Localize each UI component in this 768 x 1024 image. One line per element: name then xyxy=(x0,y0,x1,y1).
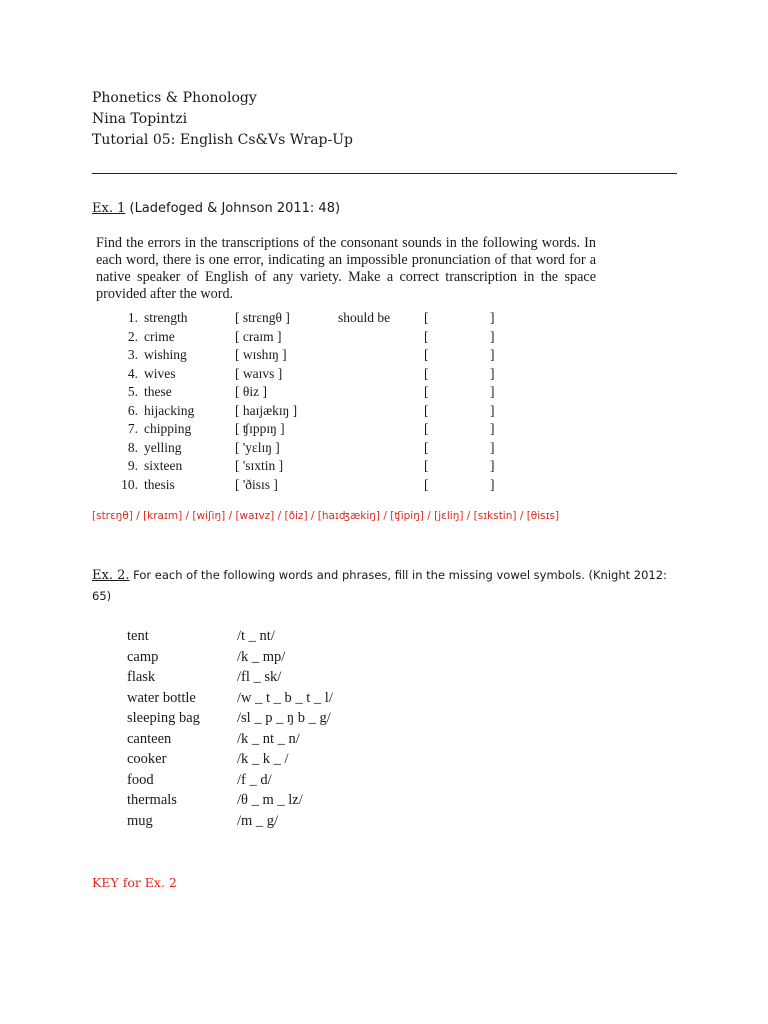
item-number: 10. xyxy=(121,476,138,492)
item-word: sleeping bag xyxy=(127,710,200,726)
item-word: tent xyxy=(127,628,149,644)
item-word: food xyxy=(127,771,154,788)
item-word: cooker xyxy=(127,751,167,767)
tutorial-title: Tutorial 05: English Cs&Vs Wrap-Up xyxy=(92,132,353,148)
ex1-label: Ex. 1 xyxy=(92,201,126,216)
answer-bracket-open: [ xyxy=(424,365,429,381)
answer-bracket-close: ] xyxy=(490,439,495,455)
item-frame: /fl _ sk/ xyxy=(237,669,282,685)
answer-bracket-open: [ xyxy=(424,439,429,455)
item-frame: /f _ d/ xyxy=(237,771,272,788)
item-word: yelling xyxy=(144,439,182,455)
header-divider xyxy=(92,173,677,174)
item-transcription: [ θiz ] xyxy=(235,384,267,399)
answer-bracket-open: [ xyxy=(424,402,429,418)
item-number: 9. xyxy=(127,458,138,473)
answer-bracket-close: ] xyxy=(490,421,495,436)
item-word: mug xyxy=(127,812,153,829)
item-transcription: [ wɪshɪŋ ] xyxy=(235,347,287,362)
item-word: thermals xyxy=(127,792,177,808)
item-frame: /sl _ p _ ŋ b _ g/ xyxy=(237,710,331,726)
ex2-heading xyxy=(92,565,682,606)
document-header xyxy=(92,88,353,151)
answer-bracket-close: ] xyxy=(490,476,495,492)
ex2-label: Ex. 2. xyxy=(92,568,130,583)
item-number: 3. xyxy=(127,347,138,362)
item-word: camp xyxy=(127,648,159,665)
answer-bracket-open: [ xyxy=(424,328,429,344)
ex1-source: (Ladefoged & Johnson 2011: 48) xyxy=(125,201,341,216)
answer-bracket-open: [ xyxy=(424,458,429,473)
item-number: 5. xyxy=(127,384,138,399)
answer-bracket-close: ] xyxy=(490,347,495,362)
ex1-heading xyxy=(92,198,340,219)
item-word: thesis xyxy=(144,476,175,492)
item-word: wishing xyxy=(144,347,187,362)
item-frame: /k _ nt _ n/ xyxy=(237,730,300,747)
answer-bracket-close: ] xyxy=(490,458,495,473)
item-transcription: [ 'yɛlɪŋ ] xyxy=(235,439,280,455)
item-number: 6. xyxy=(127,402,138,418)
item-number: 4. xyxy=(127,365,138,381)
item-transcription: [ craɪm ] xyxy=(235,328,282,344)
ex2-instructions: For each of the following words and phrases, fill in the missing vowel symbols. (Knight 2012: 65) xyxy=(92,568,667,603)
item-word: sixteen xyxy=(144,458,183,473)
item-frame: /k _ mp/ xyxy=(237,648,286,665)
item-transcription: [ strɛngθ ] xyxy=(235,310,290,325)
answer-bracket-close: ] xyxy=(490,310,495,325)
answer-bracket-open: [ xyxy=(424,476,429,492)
item-frame: /w _ t _ b _ t _ l/ xyxy=(237,689,333,706)
item-word: strength xyxy=(144,310,188,325)
item-word: crime xyxy=(144,328,175,344)
answer-bracket-open: [ xyxy=(424,347,429,362)
answer-bracket-open: [ xyxy=(424,421,429,436)
ex2-key-label: KEY for Ex. 2 xyxy=(92,875,177,890)
item-frame: /k _ k _ / xyxy=(237,751,289,767)
item-number: 2. xyxy=(127,328,138,344)
item-transcription: [ 'sɪxtin ] xyxy=(235,458,284,473)
item-frame: /t _ nt/ xyxy=(237,628,275,644)
answer-bracket-open: [ xyxy=(424,384,429,399)
item-word: hijacking xyxy=(144,402,195,418)
author-name: Nina Topintzi xyxy=(92,111,188,127)
answer-bracket-close: ] xyxy=(490,328,495,344)
answer-bracket-close: ] xyxy=(490,365,495,381)
answer-bracket-close: ] xyxy=(490,384,495,399)
item-transcription: [ haɪjækɪŋ ] xyxy=(235,402,298,418)
item-number: 1. xyxy=(127,310,138,325)
answer-bracket-open: [ xyxy=(424,310,429,325)
ex1-instructions: Find the errors in the transcriptions of the consonant sounds in the following words. In each word, there is one error, indicating an impossible pronunciation of that word for a native speaker of English of any variety. Make a correct transcription in the space provided after the word. xyxy=(96,235,596,302)
should-be-label: should be xyxy=(338,310,391,325)
item-number: 8. xyxy=(127,439,138,455)
item-word: these xyxy=(144,384,172,399)
course-title: Phonetics & Phonology xyxy=(92,90,257,106)
item-word: water bottle xyxy=(127,689,196,706)
item-number: 7. xyxy=(127,421,138,436)
answer-bracket-close: ] xyxy=(490,402,495,418)
item-frame: /m _ g/ xyxy=(237,812,279,829)
item-word: flask xyxy=(127,669,156,685)
item-transcription: [ 'ðisɪs ] xyxy=(235,476,278,492)
ex1-answer-key: [strɛŋθ] / [kraɪm] / [wiʃiŋ] / [waɪvz] / [ðiz] / [haɪʤækiŋ] / [ʧipiŋ] / [jɛliŋ] / [sɪkstin] / [θisɪs] xyxy=(92,510,560,522)
item-word: chipping xyxy=(144,421,192,436)
item-transcription: [ ʧɪppɪŋ ] xyxy=(235,421,285,436)
item-frame: /θ _ m _ lz/ xyxy=(237,792,303,808)
item-word: canteen xyxy=(127,730,172,747)
item-word: wives xyxy=(144,365,176,381)
item-transcription: [ waɪvs ] xyxy=(235,365,283,381)
